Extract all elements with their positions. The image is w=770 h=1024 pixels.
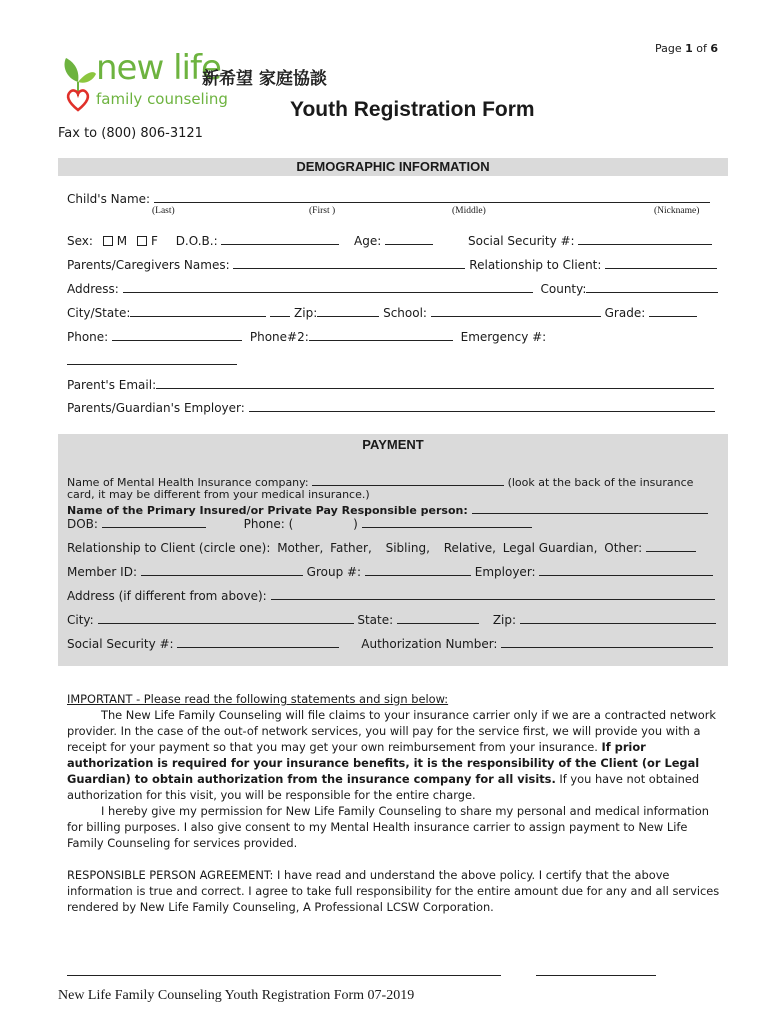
parents-row: Parents/Caregivers Names: Relationship to Client: xyxy=(67,257,717,272)
name-part-last: (Last) xyxy=(152,206,175,216)
brand-cjk: 新希望 家庭協談 xyxy=(202,69,327,89)
relationship-option-guardian[interactable]: Legal Guardian, xyxy=(502,541,598,555)
member-id-field[interactable] xyxy=(141,564,303,576)
insurance-note: card, it may be different from your medical insurance.) xyxy=(67,488,370,501)
group-field[interactable] xyxy=(365,564,471,576)
child-name-field[interactable] xyxy=(154,191,710,203)
name-part-first: (First ) xyxy=(309,206,336,216)
ssn-row: Social Security #: xyxy=(468,233,712,248)
insurance-row: Name of Mental Health Insurance company: (look at the back of the insurance xyxy=(67,476,694,489)
payment-dob-phone-row: DOB: Phone: ( ) xyxy=(67,516,532,531)
emergency-continuation xyxy=(67,353,237,368)
grade-field[interactable] xyxy=(649,305,697,317)
demographic-header: DEMOGRAPHIC INFORMATION xyxy=(296,159,490,174)
payment-city-field[interactable] xyxy=(98,612,354,624)
permission-statement: I hereby give my permission for New Life Family Counseling to share my personal and medical information for billing purposes. I also give consent to my Mental Health insurance carrier to assign payment to New Life Family Counseling for services provided. xyxy=(67,804,709,850)
logo xyxy=(60,48,327,118)
phone-field[interactable] xyxy=(112,329,242,341)
payment-zip-field[interactable] xyxy=(520,612,716,624)
member-row: Member ID: Group #: Employer: xyxy=(67,564,713,579)
brand-sub: family counseling xyxy=(96,90,228,108)
payment-ssn-field[interactable] xyxy=(177,636,339,648)
signature-line[interactable] xyxy=(67,975,501,976)
brand-main: new life xyxy=(96,48,221,88)
payment-relationship-row: Relationship to Client (circle one): Mother, Father, Sibling, Relative, Legal Guardian, Other: xyxy=(67,540,696,555)
city-row: City/State: Zip: School: Grade: xyxy=(67,305,697,320)
phone-row: Phone: Phone#2: Emergency #: xyxy=(67,330,547,344)
relationship-option-other[interactable]: Other: xyxy=(604,541,643,555)
ssn-field[interactable] xyxy=(578,233,712,245)
age-field[interactable] xyxy=(385,233,433,245)
employer-row: Parents/Guardian's Employer: xyxy=(67,400,715,415)
payment-phone-field[interactable] xyxy=(362,516,532,528)
leaf-heart-icon xyxy=(60,56,96,114)
important-statements xyxy=(67,691,723,851)
parent-email-row: Parent's Email: xyxy=(67,377,714,392)
payment-address-field[interactable] xyxy=(271,588,715,600)
address-field[interactable] xyxy=(123,281,533,293)
relationship-option-sibling[interactable]: Sibling, xyxy=(385,541,430,555)
footer-text: New Life Family Counseling Youth Registration Form 07-2019 xyxy=(58,988,415,1003)
payment-dob-field[interactable] xyxy=(102,516,206,528)
employer-field[interactable] xyxy=(249,400,715,412)
insurance-company-field[interactable] xyxy=(312,474,504,486)
primary-insured-field[interactable] xyxy=(472,502,708,514)
page-number: Page 1 of 6 xyxy=(655,42,719,55)
important-heading: IMPORTANT - Please read the following statements and sign below: xyxy=(67,692,449,706)
form-title: Youth Registration Form xyxy=(290,98,535,121)
fax-line: Fax to (800) 806-3121 xyxy=(58,126,203,141)
child-name-row: Child's Name: xyxy=(67,191,710,206)
parent-email-field[interactable] xyxy=(156,377,714,389)
payment-header: PAYMENT xyxy=(362,437,424,452)
sex-dob-row: Sex: M F D.O.B.: xyxy=(67,233,339,248)
primary-insured-row: Name of the Primary Insured/or Private Pay Responsible person: xyxy=(67,502,708,517)
relationship-option-relative[interactable]: Relative, xyxy=(443,541,496,555)
county-field[interactable] xyxy=(586,281,718,293)
parents-field[interactable] xyxy=(233,257,465,269)
relationship-other-field[interactable] xyxy=(646,540,696,552)
sex-m-checkbox[interactable] xyxy=(103,236,113,246)
name-part-middle: (Middle) xyxy=(452,206,486,216)
relationship-option-father[interactable]: Father, xyxy=(330,541,372,555)
insurance-statement: The New Life Family Counseling will file claims to your insurance carrier only if we are a contracted network provider. In the case of the out-of network services, you will pay for the service first, we will provide you with a receipt for your payment so that you may get your own reimbursement from your insurance. If prior authorization is required for your insurance benefits, it is the responsibility of the Client (or Legal Guardian) to obtain authorization from the insurance company for all visits. If you have not obtained authorization for this visit, you will be responsible for the entire charge. xyxy=(67,708,717,802)
dob-field[interactable] xyxy=(221,233,339,245)
relationship-option-mother[interactable]: Mother, xyxy=(277,541,324,555)
address-row: Address: County: xyxy=(67,281,718,296)
school-field[interactable] xyxy=(431,305,601,317)
emergency-field[interactable] xyxy=(67,353,237,365)
payment-state-field[interactable] xyxy=(397,612,479,624)
payment-city-row: City: State: Zip: xyxy=(67,612,716,627)
payment-address-row: Address (if different from above): xyxy=(67,588,715,603)
zip-field[interactable] xyxy=(317,305,379,317)
payment-employer-field[interactable] xyxy=(539,564,713,576)
date-line[interactable] xyxy=(536,975,656,976)
authorization-number-field[interactable] xyxy=(501,636,713,648)
payment-ssn-row: Social Security #: Authorization Number: xyxy=(67,636,713,651)
responsible-person-agreement: RESPONSIBLE PERSON AGREEMENT: I have read and understand the above policy. I certify that the above information is true and correct. I agree to take full responsibility for the entire amount due for any and all services rendered by New Life Family Counseling, A Professional LCSW Corporation. xyxy=(67,868,720,914)
phone2-field[interactable] xyxy=(309,329,453,341)
sex-f-checkbox[interactable] xyxy=(137,236,147,246)
city-state-field[interactable] xyxy=(130,305,266,317)
age-row: Age: xyxy=(354,233,433,248)
demographic-header-bar xyxy=(58,158,728,176)
name-part-nickname: (Nickname) xyxy=(654,206,700,216)
relationship-field[interactable] xyxy=(605,257,717,269)
